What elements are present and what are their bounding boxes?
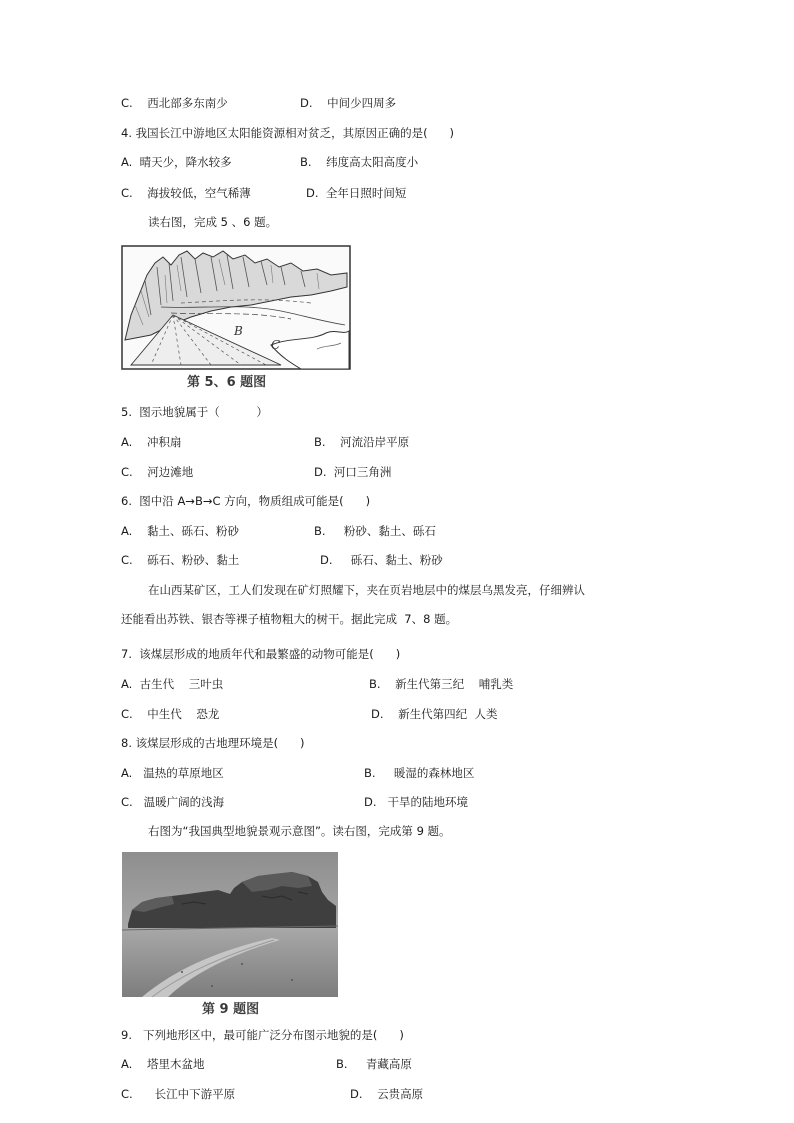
q7-stem: 7. 该煤层形成的地质年代和最繁盛的动物可能是( ) — [121, 647, 401, 661]
q4-option-a: A. 晴天少，降水较多 — [121, 155, 232, 169]
q9-option-d: D. 云贵高原 — [350, 1087, 424, 1101]
q7-option-c: C. 中生代 恐龙 — [121, 707, 220, 721]
q5-option-d: D. 河口三角洲 — [314, 465, 392, 479]
figure-5-6-caption: 第 5、6 题图 — [187, 375, 267, 390]
q5-option-c: C. 河边滩地 — [121, 465, 194, 479]
q6-option-a: A. 黏土、砾石、粉砂 — [121, 524, 239, 538]
q5-option-a: A. 冲积扇 — [121, 435, 182, 449]
q5-stem: 5. 图示地貌属于（ ） — [121, 405, 268, 419]
figure-5-6 — [121, 245, 351, 390]
q5-option-b: B. 河流沿岸平原 — [314, 435, 410, 449]
q4-option-b: B. 纬度高太阳高度小 — [300, 155, 419, 169]
q8-stem: 8. 该煤层形成的古地理环境是( ) — [121, 736, 305, 750]
q3-option-d: D. 中间少四周多 — [300, 96, 397, 110]
q9-option-c: C. 长江中下游平原 — [121, 1087, 236, 1101]
q6-stem: 6. 图中沿 A→B→C 方向，物质组成可能是( ) — [121, 494, 371, 508]
q4-stem: 4. 我国长江中游地区太阳能资源相对贫乏，其原因正确的是( ) — [121, 126, 455, 140]
q9-stem: 9. 下列地形区中，最可能广泛分布图示地貌的是( ) — [121, 1028, 404, 1042]
figure-9-caption: 第 9 题图 — [202, 1002, 260, 1017]
q3-option-c: C. 西北部多东南少 — [121, 96, 228, 110]
q7-option-a: A. 古生代 三叶虫 — [121, 677, 224, 691]
q4-option-d: D. 全年日照时间短 — [306, 186, 407, 200]
q4-option-c: C. 海拔较低，空气稀薄 — [121, 186, 251, 200]
passage-7-8-line2: 还能看出苏铁、银杏等裸子植物粗大的树干。据此完成 7、8 题。 — [121, 612, 458, 626]
figure-9 — [122, 852, 338, 1017]
q8-option-b: B. 暖湿的森林地区 — [364, 766, 475, 780]
q9-option-b: B. 青藏高原 — [336, 1057, 412, 1071]
q8-option-c: C. 温暖广阔的浅海 — [121, 795, 225, 809]
q8-option-a: A. 温热的草原地区 — [121, 766, 224, 780]
figure-label-b: B — [234, 324, 243, 338]
q6-option-b: B. 粉砂、黏土、砾石 — [314, 524, 436, 538]
alluvial-fan-sketch — [121, 245, 351, 370]
landform-photo — [122, 852, 338, 997]
q9-option-a: A. 塔里木盆地 — [121, 1057, 205, 1071]
q8-option-d: D. 干旱的陆地环境 — [364, 795, 468, 809]
q6-option-c: C. 砾石、粉砂、黏土 — [121, 553, 240, 567]
q7-option-b: B. 新生代第三纪 哺乳类 — [369, 677, 514, 691]
intro-9: 右图为“我国典型地貌景观示意图”。读右图，完成第 9 题。 — [148, 824, 451, 838]
figure-label-c: C — [271, 338, 281, 352]
q6-option-d: D. 砾石、黏土、粉砂 — [320, 553, 443, 567]
passage-7-8-line1: 在山西某矿区，工人们发现在矿灯照耀下，夹在页岩地层中的煤层乌黑发亮，仔细辨认 — [148, 583, 585, 597]
q7-option-d: D. 新生代第四纪 人类 — [371, 707, 498, 721]
intro-5-6: 读右图，完成 5 、6 题。 — [148, 215, 278, 229]
